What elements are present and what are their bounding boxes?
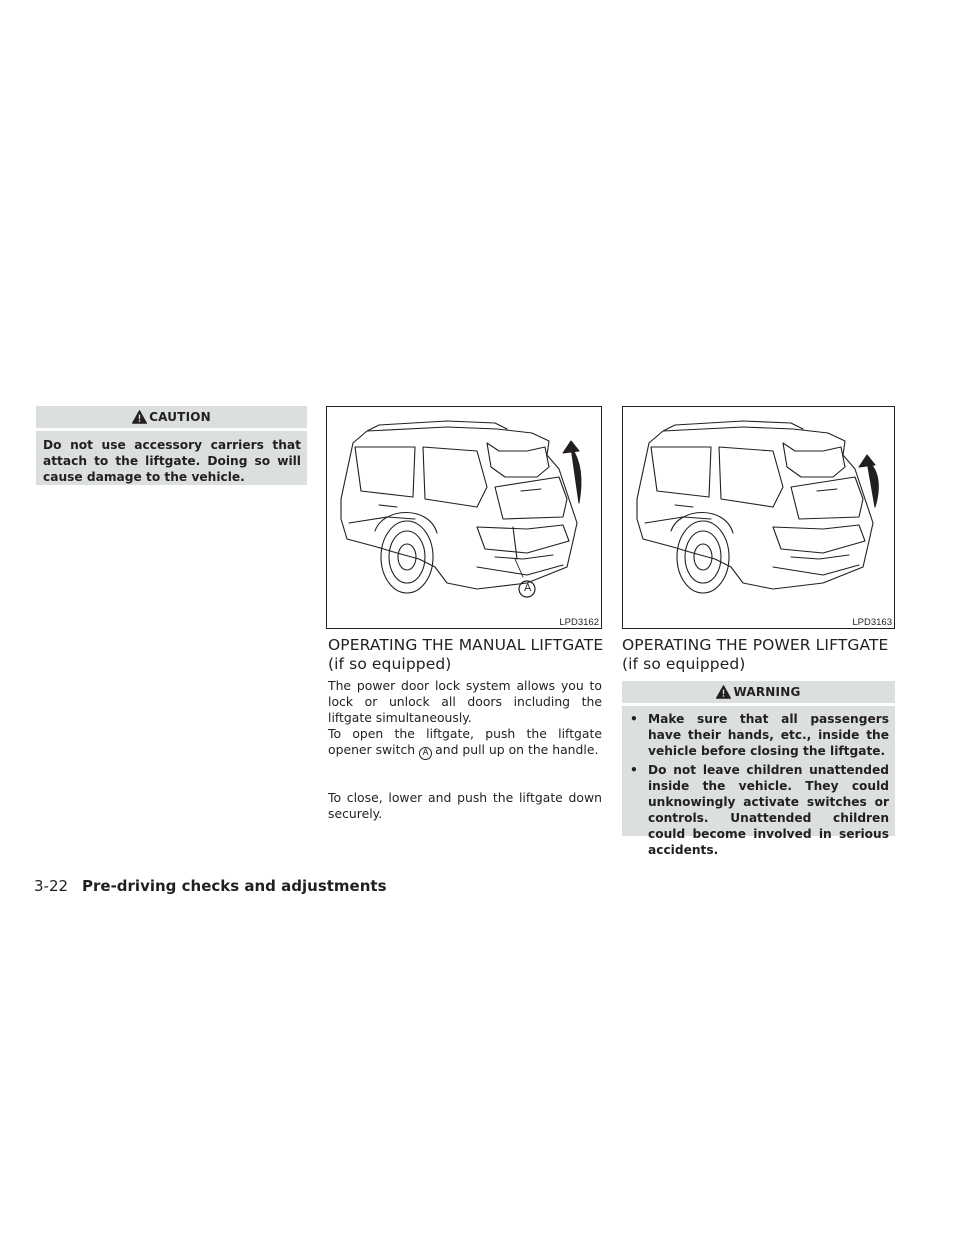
manual-paragraph-2-end: and pull up on the handle. [435, 742, 599, 757]
section-title-power: OPERATING THE POWER LIFTGATE (if so equipped) [622, 636, 889, 673]
bullet-icon: • [630, 763, 638, 777]
warning-triangle-icon [132, 410, 147, 424]
warning-item [628, 762, 889, 858]
manual-paragraph-2-start: To open the liftgate, push the liftgate opener switch [328, 726, 602, 757]
bullet-icon: • [630, 712, 638, 726]
warning-item [628, 711, 889, 759]
figure-code: LPD3163 [852, 617, 892, 628]
caution-header [36, 406, 307, 428]
figure-power-liftgate [622, 406, 895, 629]
callout-a-marker: A [419, 747, 432, 760]
caution-title: CAUTION [149, 410, 211, 424]
footer-section-title: Pre-driving checks and adjustments [82, 877, 387, 895]
power-liftgate-illustration [623, 407, 894, 628]
caution-text: Do not use accessory carriers that attach to the liftgate. Doing so will cause damage to the vehicle. [43, 438, 301, 484]
warning-text: Do not leave children unattended inside the vehicle. They could unknowingly activate switches or controls. Unattended children could become involved in serious accidents. [648, 763, 889, 857]
caution-body [36, 431, 307, 485]
figure-code: LPD3162 [559, 617, 599, 628]
warning-header [622, 681, 895, 703]
figure-manual-liftgate [326, 406, 602, 629]
page-number: 3-22 [34, 877, 69, 895]
section-title-manual: OPERATING THE MANUAL LIFTGATE (if so equipped) [328, 636, 604, 673]
warning-body [622, 706, 895, 857]
figure-callout-a: A [524, 582, 532, 594]
warning-title: WARNING [733, 685, 801, 699]
manual-paragraph-3: To close, lower and push the liftgate down securely. [328, 790, 602, 821]
manual-liftgate-illustration [327, 407, 601, 628]
warning-triangle-icon [716, 685, 731, 699]
manual-paragraph-1: The power door lock system allows you to lock or unlock all doors including the liftgate simultaneously. [328, 678, 602, 725]
manual-paragraph-2 [328, 726, 602, 760]
warning-text: Make sure that all passengers have their hands, etc., inside the vehicle before closing the liftgate. [648, 712, 889, 758]
